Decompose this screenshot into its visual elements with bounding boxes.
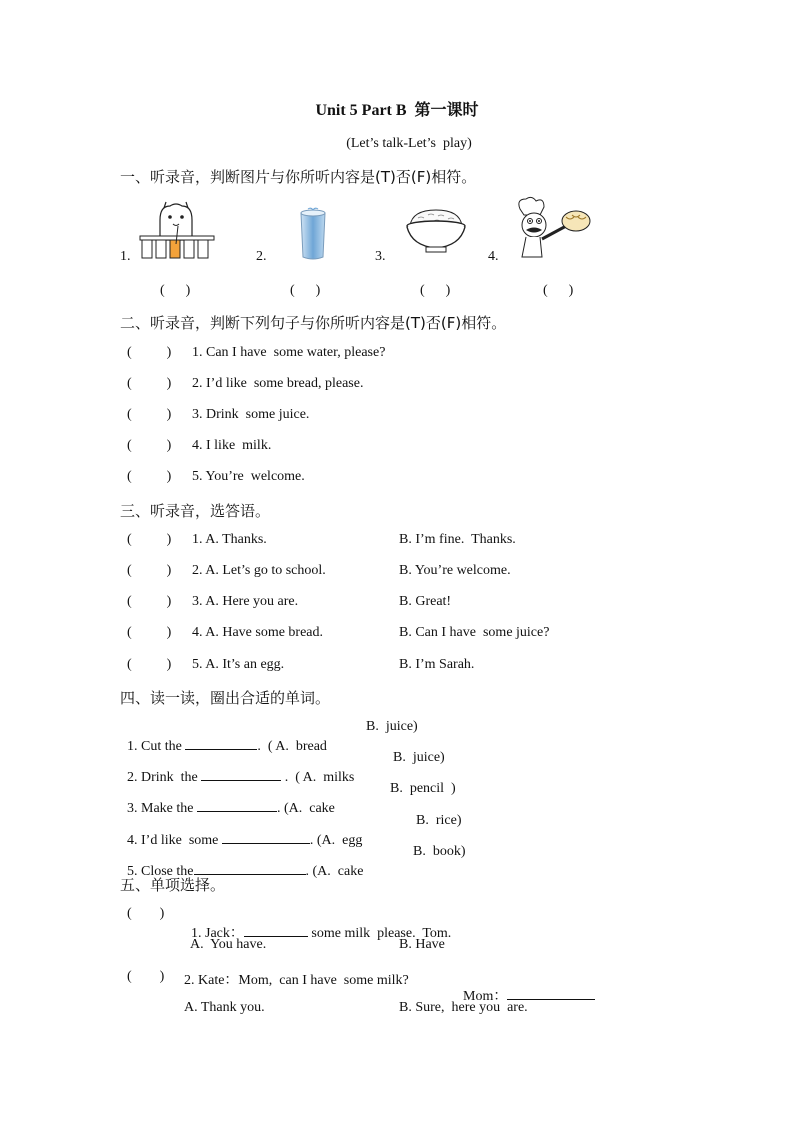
s1-item-2-number: 2. bbox=[256, 249, 267, 264]
s5-q1-stem-suffix: some milk please. Tom. bbox=[307, 926, 452, 941]
s2-item-4-text: 4. I like milk. bbox=[192, 438, 272, 453]
s4-item-3-option-a: . (A. cake bbox=[276, 801, 335, 816]
s3-item-5-option-b: B. I’m Sarah. bbox=[399, 657, 475, 672]
s4-item-3-prefix: 3. Make the bbox=[127, 801, 197, 816]
s4-item-5-option-b: B. book) bbox=[413, 844, 466, 859]
s4-item-1-prefix: 1. Cut the bbox=[127, 739, 186, 754]
s4-item-3 bbox=[120, 781, 335, 817]
s5-q2-mom-label: Mom： bbox=[463, 989, 508, 1004]
s5-q1-option-b: B. Have bbox=[399, 937, 445, 952]
juice-cups-icon bbox=[138, 200, 216, 260]
s4-item-1-option-a: . ( A. bread bbox=[257, 739, 327, 754]
s4-item-3-option-b: B. pencil ) bbox=[390, 781, 456, 796]
s4-item-4-option-a: . (A. egg bbox=[309, 833, 363, 848]
s2-item-3-answer[interactable]: ( ) bbox=[127, 407, 172, 422]
s1-item-1-number: 1. bbox=[120, 249, 131, 264]
s2-item-2-text: 2. I’d like some bread, please. bbox=[192, 376, 364, 391]
s1-item-2-answer[interactable]: ( ) bbox=[290, 283, 321, 298]
s3-item-5-option-a: 5. A. It’s an egg. bbox=[192, 657, 285, 672]
s1-item-3-number: 3. bbox=[375, 249, 386, 264]
s3-item-2-answer[interactable]: ( ) bbox=[127, 563, 172, 578]
water-glass-icon bbox=[298, 207, 328, 263]
s3-item-4-answer[interactable]: ( ) bbox=[127, 625, 172, 640]
s4-item-3-blank[interactable] bbox=[197, 797, 277, 812]
s5-q1-stem-prefix: 1. Jack： bbox=[191, 926, 244, 941]
s4-item-4-blank[interactable] bbox=[222, 829, 310, 844]
s4-item-1-blank[interactable] bbox=[185, 735, 257, 750]
s4-item-5-prefix: 5. Close the bbox=[127, 864, 194, 879]
s3-item-2-option-a: 2. A. Let’s go to school. bbox=[192, 563, 326, 578]
s4-item-2-prefix: 2. Drink the bbox=[127, 770, 202, 785]
s5-q1-answer[interactable]: ( ) bbox=[127, 906, 165, 921]
section-1-heading: 一、听录音，判断图片与你所听内容是(T)否(F)相符。 bbox=[120, 168, 477, 186]
s3-item-3-answer[interactable]: ( ) bbox=[127, 594, 172, 609]
s5-q1-blank[interactable] bbox=[244, 922, 308, 937]
s5-q2-option-a: A. Thank you. bbox=[184, 1000, 265, 1015]
s2-item-5-text: 5. You’re welcome. bbox=[192, 469, 305, 484]
s4-item-2-option-a: . ( A. milks bbox=[281, 770, 355, 785]
s5-q2-blank[interactable] bbox=[507, 985, 595, 1000]
s1-item-3-answer[interactable]: ( ) bbox=[420, 283, 451, 298]
s3-item-1-option-b: B. I’m fine. Thanks. bbox=[399, 532, 516, 547]
s3-item-5-answer[interactable]: ( ) bbox=[127, 657, 172, 672]
s4-item-4-option-b: B. rice) bbox=[416, 813, 462, 828]
s4-item-2-blank[interactable] bbox=[201, 766, 281, 781]
s2-item-1-text: 1. Can I have some water, please? bbox=[192, 345, 386, 360]
s4-item-1-option-b: B. juice) bbox=[366, 719, 418, 734]
s3-item-1-option-a: 1. A. Thanks. bbox=[192, 532, 267, 547]
chef-with-bread-icon bbox=[512, 195, 594, 263]
section-5-heading: 五、单项选择。 bbox=[120, 876, 226, 894]
s4-item-5-option-a: . (A. cake bbox=[305, 864, 364, 879]
s2-item-1-answer[interactable]: ( ) bbox=[127, 345, 172, 360]
s4-item-2-option-b: B. juice) bbox=[393, 750, 445, 765]
s2-item-3-text: 3. Drink some juice. bbox=[192, 407, 310, 422]
s2-item-2-answer[interactable]: ( ) bbox=[127, 376, 172, 391]
rice-bowl-icon bbox=[404, 206, 468, 254]
s2-item-4-answer[interactable]: ( ) bbox=[127, 438, 172, 453]
section-3-heading: 三、听录音，选答语。 bbox=[120, 502, 271, 520]
section-2-heading: 二、听录音，判断下列句子与你所听内容是(T)否(F)相符。 bbox=[120, 314, 507, 332]
s2-item-5-answer[interactable]: ( ) bbox=[127, 469, 172, 484]
s1-item-4-number: 4. bbox=[488, 249, 499, 264]
s3-item-4-option-a: 4. A. Have some bread. bbox=[192, 625, 324, 640]
s4-item-5-blank[interactable] bbox=[194, 860, 306, 875]
s1-item-1-answer[interactable]: ( ) bbox=[160, 283, 191, 298]
s5-q2-answer[interactable]: ( ) bbox=[127, 969, 165, 984]
s3-item-3-option-a: 3. A. Here you are. bbox=[192, 594, 299, 609]
s4-item-4-prefix: 4. I’d like some bbox=[127, 833, 222, 848]
s3-item-4-option-b: B. Can I have some juice? bbox=[399, 625, 550, 640]
s1-item-4-answer[interactable]: ( ) bbox=[543, 283, 574, 298]
s5-q2-stem: 2. Kate：Mom, can I have some milk? bbox=[184, 973, 409, 988]
s3-item-1-answer[interactable]: ( ) bbox=[127, 532, 172, 547]
s3-item-3-option-b: B. Great! bbox=[399, 594, 452, 609]
s5-q2-option-b: B. Sure, here you are. bbox=[399, 1000, 528, 1015]
s3-item-2-option-b: B. You’re welcome. bbox=[399, 563, 511, 578]
page-title: Unit 5 Part B 第一课时 bbox=[315, 102, 479, 119]
page-subtitle: (Let’s talk-Let’s play) bbox=[346, 136, 472, 151]
section-4-heading: 四、读一读，圈出合适的单词。 bbox=[120, 689, 331, 707]
s5-q1-option-a: A. You have. bbox=[190, 937, 267, 952]
